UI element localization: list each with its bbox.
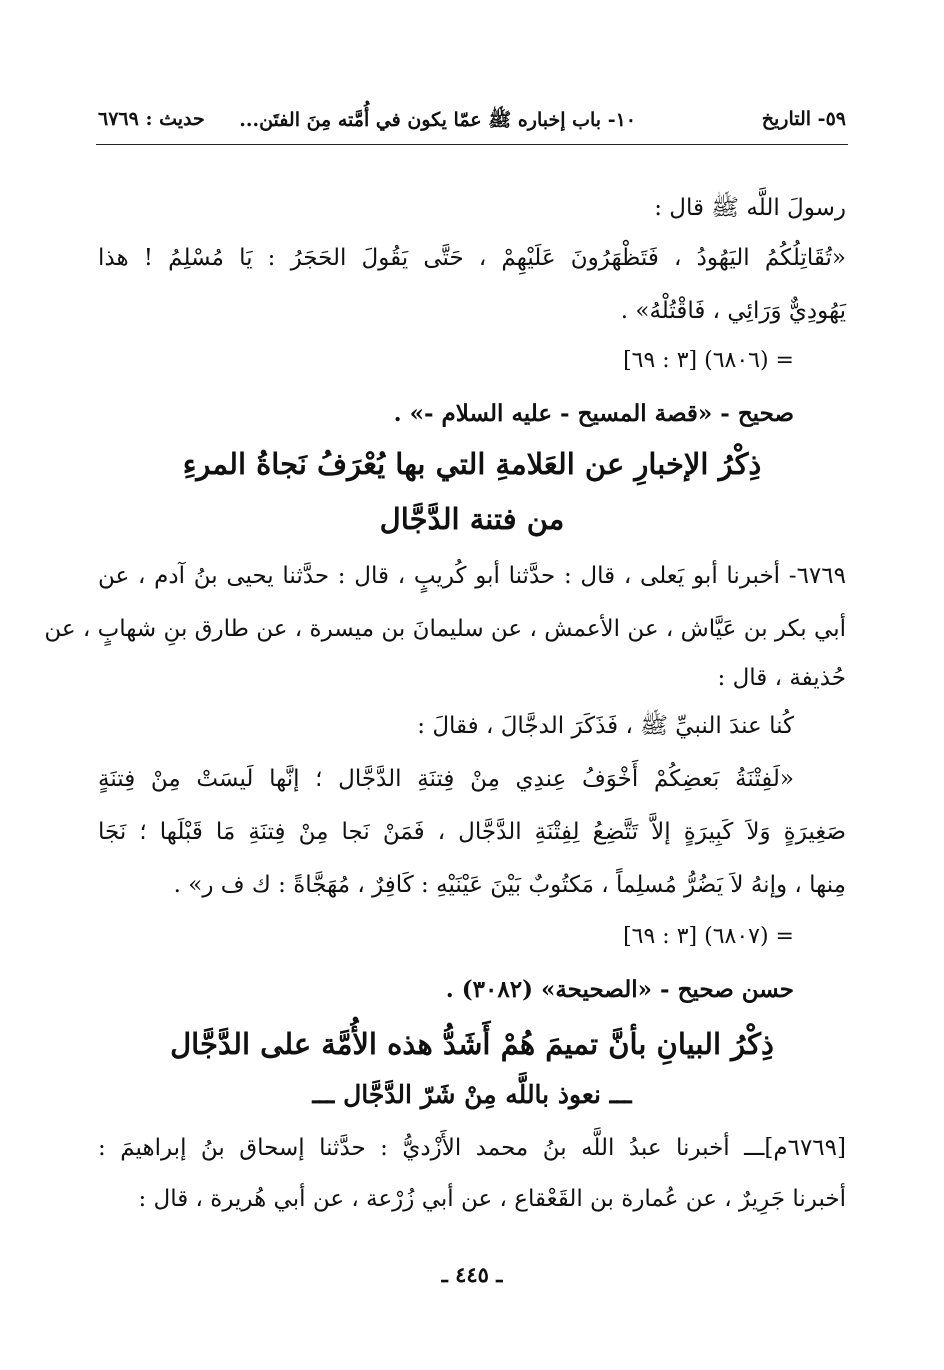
chapter-heading: من فتنة الدَّجَّال: [379, 502, 565, 536]
text-line: رسولَ اللَّه ﷺ قال :: [654, 195, 846, 221]
grading-line: حسن صحيح - «الصحيحة» (٣٠٨٢) .: [445, 976, 794, 1003]
hadith-text-line: «لَفِتْنَةُ بَعضِكُمْ أَخْوَفُ عِندِي مِنْ فِتنَةِ الدَّجَّال ؛ إنَّها لَيسَتْ مِنْ فِتنَةٍ: [98, 766, 795, 792]
hadith-text-line: «تُقَاتِلُكُمُ اليَهُودُ ، فَتَظْهَرُونَ عَلَيْهِمْ ، حَتَّى يَقُولَ الحَجَرُ : يَا مُسْلِمُ ! هذا: [98, 245, 846, 271]
cross-reference: = (٦٨٠٧) [٣ : ٦٩]: [623, 924, 794, 949]
section-label: ١٠- باب إخباره ﷺ عمّا يكون في أُمَّته مِنَ الفتَن...: [239, 109, 636, 131]
header-divider: [96, 144, 848, 145]
hadith-reference: حديث : ٦٧٦٩: [98, 108, 205, 130]
hadith-text-line: مِنها ، وإنهُ لاَ يَضُرُّ مُسلِماً ، مَكتُوبٌ بَيْنَ عَيْنَيْهِ : كَافِرٌ ، مُهَجَّاةً : ك ف ر» .: [173, 872, 846, 898]
isnad-line: [٦٧٦٩م]ـــ أخبرنا عبدُ اللَّه بنُ محمد الأَزْديُّ : حدَّثنا إسحاق بنُ إبراهيمَ :: [98, 1135, 846, 1161]
chapter-heading: ـــ نعوذ باللَّه مِنْ شَرّ الدَّجَّال ـــ: [312, 1080, 632, 1109]
page-number: ـ ٤٤٥ ـ: [441, 1262, 503, 1287]
text-line: كُنا عندَ النبيِّ ﷺ ، فَذَكَرَ الدجَّالَ ، فقالَ :: [417, 713, 794, 739]
chapter-label: ٥٩- التاريخ: [761, 108, 846, 130]
chapter-heading: ذِكْرُ البيانِ بأنَّ تميمَ هُمْ أَشَدُّ هذه الأُمَّة على الدَّجَّال: [170, 1027, 774, 1061]
isnad-line: أخبرنا جَرِيرٌ ، عن عُمارة بن القَعْقاع ، عن أبي زُرْعة ، عن أبي هُريرة ، قال :: [138, 1186, 846, 1212]
grading-line: صحيح - «قصة المسيح - عليه السلام -» .: [393, 400, 794, 427]
hadith-text-line: صَغِيرَةٍ وَلاَ كَبِيرَةٍ إلاَّ تَتَّضِعُ لِفِتْنَةِ الدَّجَّال ، فَمَنْ نَجا مِنْ فِتنَةِ مَا قَبْلَها ؛ نَجَا: [98, 819, 846, 845]
running-header: [98, 108, 846, 142]
cross-reference: = (٦٨٠٦) [٣ : ٦٩]: [623, 348, 794, 373]
isnad-line: أبي بكر بن عَيَّاش ، عن الأعمش ، عن سليمانَ بن ميسرة ، عن طارق بنِ شهابٍ ، عن: [44, 616, 846, 642]
hadith-text-line: يَهُودِيٌّ وَرَائِي ، فَاقْتُلْهُ» .: [620, 298, 846, 324]
chapter-heading: ذِكْرُ الإخبارِ عن العَلامةِ التي بها يُعْرَفُ نَجاةُ المرءِ: [182, 447, 762, 481]
isnad-line: ٦٧٦٩- أخبرنا أبو يَعلى ، قال : حدَّثنا أبو كُريبٍ ، قال : حدَّثنا يحيى بنُ آدم ، عن: [98, 563, 846, 589]
isnad-line: حُذيفة ، قال :: [717, 665, 846, 691]
